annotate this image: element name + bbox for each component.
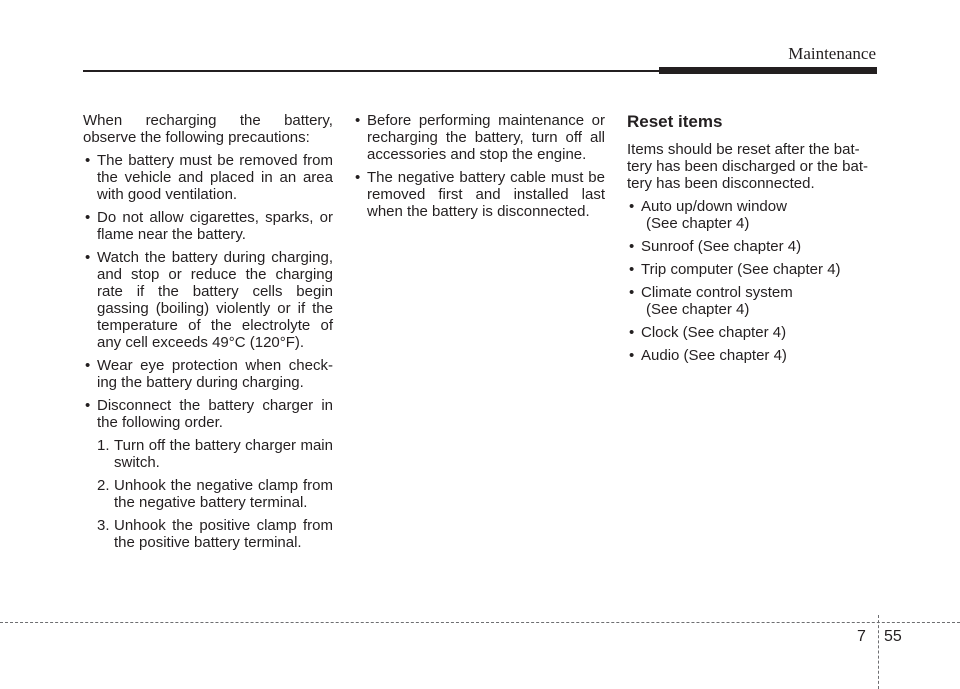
step-text: Turn off the battery charger main switch.	[114, 437, 333, 471]
reset-intro-paragraph: Items should be reset after the bat-tery has been discharged or the bat-tery has been disconnected.	[627, 141, 868, 192]
bullet-icon: •	[85, 397, 91, 414]
step-number: 3.	[97, 517, 110, 534]
bullet-icon: •	[355, 169, 361, 186]
list-item-text: The negative battery cable must be removed first and installed last when the battery is disconnected.	[367, 169, 605, 220]
list-item	[353, 112, 605, 163]
bullet-icon: •	[629, 198, 635, 215]
list-item-subtext: (See chapter 4)	[646, 301, 750, 318]
column-middle	[353, 112, 605, 226]
list-item	[83, 209, 333, 243]
intro-word: When	[83, 112, 123, 129]
step-text: Unhook the negative clamp from the negative battery terminal.	[114, 477, 333, 511]
list-item-text: Disconnect the battery charger in the following order.	[97, 397, 333, 431]
intro-word: recharging	[145, 112, 217, 129]
disconnect-steps-list	[97, 437, 333, 551]
list-item-text: Auto up/down window	[641, 198, 787, 215]
bullet-icon: •	[355, 112, 361, 129]
bullet-icon: •	[629, 347, 635, 364]
step-text: Unhook the positive clamp from the positive battery terminal.	[114, 517, 333, 551]
chapter-number: 7	[857, 628, 866, 645]
list-item	[83, 397, 333, 431]
bullet-icon: •	[85, 152, 91, 169]
step-number: 2.	[97, 477, 110, 494]
maintenance-notes-list	[353, 112, 605, 220]
list-item	[83, 357, 333, 391]
footer-dashed-rule	[0, 622, 960, 623]
precautions-list	[83, 152, 333, 431]
list-item-text: Wear eye protection when check-ing the battery during charging.	[97, 357, 333, 391]
intro-word: the	[239, 112, 261, 129]
list-item-text: Do not allow cigarettes, sparks, or flame near the battery.	[97, 209, 333, 243]
step-number: 1.	[97, 437, 110, 454]
intro-line-rest: observe the following precautions:	[83, 129, 310, 146]
header-rule-thick	[659, 67, 877, 74]
intro-paragraph	[83, 112, 333, 146]
footer-vertical-dashed-rule	[878, 615, 879, 689]
list-item	[627, 198, 877, 232]
step-item	[97, 517, 333, 551]
bullet-icon: •	[629, 284, 635, 301]
bullet-icon: •	[85, 209, 91, 226]
list-item-text: The battery must be removed from the vehicle and placed in an area with good ventilation.	[97, 152, 333, 203]
bullet-icon: •	[629, 238, 635, 255]
list-item-text: Trip computer (See chapter 4)	[641, 261, 841, 278]
page-number: 55	[884, 628, 902, 645]
list-item	[627, 324, 877, 341]
list-item	[627, 347, 877, 364]
intro-word: battery,	[284, 112, 333, 129]
step-item	[97, 477, 333, 511]
list-item	[353, 169, 605, 220]
page-header-title: Maintenance	[788, 44, 876, 63]
list-item-text: Sunroof (See chapter 4)	[641, 238, 802, 255]
list-item	[627, 284, 877, 318]
column-left	[83, 112, 333, 557]
list-item-text: Audio (See chapter 4)	[641, 347, 787, 364]
header-rule-thin	[83, 70, 659, 72]
step-item	[97, 437, 333, 471]
list-item-text: Clock (See chapter 4)	[641, 324, 787, 341]
column-right	[627, 112, 877, 370]
bullet-icon: •	[85, 249, 91, 266]
list-item	[627, 238, 877, 255]
list-item-text: Before performing maintenance or recharging the battery, turn off all accessories and stop the engine.	[367, 112, 605, 163]
list-item-text: Climate control system	[641, 284, 793, 301]
section-title: Reset items	[627, 112, 723, 131]
list-item-subtext: (See chapter 4)	[646, 215, 750, 232]
list-item	[83, 152, 333, 203]
bullet-icon: •	[85, 357, 91, 374]
intro-line-justified	[83, 112, 333, 129]
reset-items-list	[627, 198, 877, 364]
bullet-icon: •	[629, 324, 635, 341]
list-item	[627, 261, 877, 278]
list-item-text: Watch the battery during charging, and stop or reduce the charging rate if the battery cells begin gassing (boiling) violently or if the temperature of the electrolyte of any cell exceeds 49°C (120°F).	[97, 249, 333, 351]
list-item	[83, 249, 333, 351]
bullet-icon: •	[629, 261, 635, 278]
